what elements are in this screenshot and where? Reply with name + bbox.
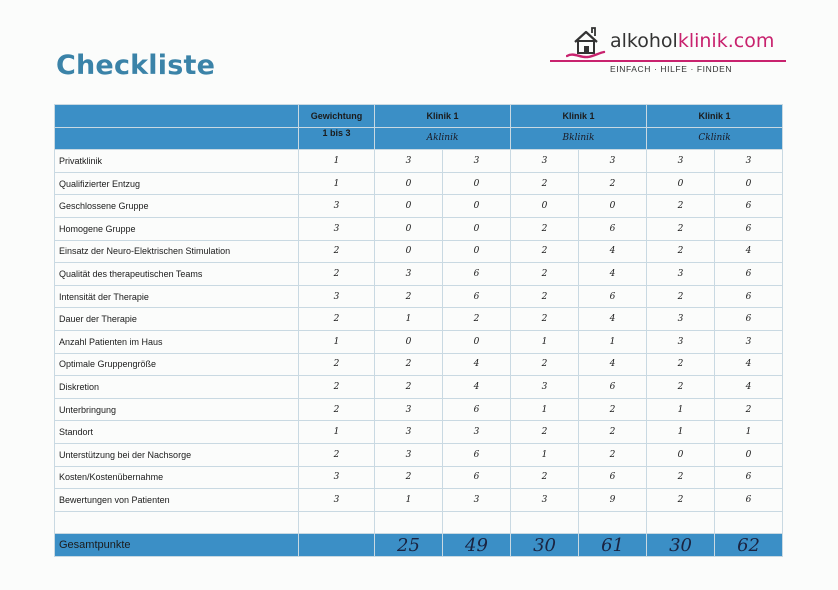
score-cell: 3 xyxy=(511,489,579,512)
total-value: 30 xyxy=(647,534,715,557)
weight-value: 2 xyxy=(299,398,375,421)
score-cell: 6 xyxy=(443,443,511,466)
score-cell: 1 xyxy=(511,330,579,353)
weight-value: 3 xyxy=(299,217,375,240)
score-cell: 2 xyxy=(647,240,715,263)
score-cell: 2 xyxy=(579,443,647,466)
totals-row xyxy=(55,534,783,557)
score-cell: 3 xyxy=(647,308,715,331)
score-cell: 0 xyxy=(443,240,511,263)
score-cell: 2 xyxy=(647,466,715,489)
total-value: 49 xyxy=(443,534,511,557)
score-cell: 2 xyxy=(579,172,647,195)
house-hand-icon xyxy=(566,22,606,64)
score-cell: 6 xyxy=(715,489,783,512)
criterion-label: Unterbringung xyxy=(55,398,299,421)
table-row xyxy=(55,263,783,286)
score-cell: 2 xyxy=(511,217,579,240)
score-cell: 0 xyxy=(443,172,511,195)
score-cell: 2 xyxy=(647,489,715,512)
weight-value: 2 xyxy=(299,353,375,376)
score-cell: 3 xyxy=(647,263,715,286)
criterion-label: Diskretion xyxy=(55,376,299,399)
score-cell: 0 xyxy=(375,330,443,353)
total-value: 62 xyxy=(715,534,783,557)
criterion-label: Homogene Gruppe xyxy=(55,217,299,240)
criterion-label: Dauer der Therapie xyxy=(55,308,299,331)
score-cell: 4 xyxy=(715,353,783,376)
score-cell: 2 xyxy=(647,217,715,240)
score-cell: 3 xyxy=(443,489,511,512)
score-cell: 0 xyxy=(375,172,443,195)
table-row xyxy=(55,195,783,218)
table-row xyxy=(55,376,783,399)
logo-underline xyxy=(550,60,786,62)
table-row xyxy=(55,150,783,173)
criterion-label: Geschlossene Gruppe xyxy=(55,195,299,218)
score-cell: 0 xyxy=(443,217,511,240)
score-cell: 3 xyxy=(647,330,715,353)
score-cell: 3 xyxy=(375,150,443,173)
score-cell: 2 xyxy=(375,376,443,399)
score-cell: 2 xyxy=(647,285,715,308)
score-cell: 6 xyxy=(715,217,783,240)
score-cell: 2 xyxy=(511,172,579,195)
weight-value: 1 xyxy=(299,172,375,195)
weight-value: 1 xyxy=(299,421,375,444)
criterion-label: Qualifizierter Entzug xyxy=(55,172,299,195)
table-row xyxy=(55,421,783,444)
score-cell: 0 xyxy=(375,217,443,240)
criterion-label: Kosten/Kostenübernahme xyxy=(55,466,299,489)
criterion-label: Optimale Gruppengröße xyxy=(55,353,299,376)
header-row xyxy=(55,105,783,128)
weight-value: 2 xyxy=(299,263,375,286)
score-cell: 0 xyxy=(443,330,511,353)
score-cell: 2 xyxy=(443,308,511,331)
criteria-header xyxy=(55,105,299,128)
score-cell: 0 xyxy=(647,443,715,466)
score-cell: 3 xyxy=(375,421,443,444)
criterion-label: Standort xyxy=(55,421,299,444)
page-title: Checkliste xyxy=(56,50,216,81)
criterion-label: Qualität des therapeutischen Teams xyxy=(55,263,299,286)
table-row xyxy=(55,330,783,353)
score-cell: 0 xyxy=(375,240,443,263)
score-cell: 1 xyxy=(375,308,443,331)
table-row xyxy=(55,489,783,512)
score-cell: 1 xyxy=(647,421,715,444)
score-cell: 6 xyxy=(579,466,647,489)
score-cell: 6 xyxy=(579,285,647,308)
weight-range: 1 bis 3 xyxy=(299,127,375,150)
score-cell: 2 xyxy=(511,285,579,308)
score-cell: 6 xyxy=(715,195,783,218)
total-value: 61 xyxy=(579,534,647,557)
score-cell: 6 xyxy=(715,285,783,308)
score-cell: 0 xyxy=(511,195,579,218)
score-cell: 2 xyxy=(511,421,579,444)
score-cell: 2 xyxy=(579,398,647,421)
total-weight-cell xyxy=(299,534,375,557)
table-row xyxy=(55,466,783,489)
clinic-header-c: Klinik 1 xyxy=(647,105,783,128)
empty-row xyxy=(55,511,783,534)
score-cell: 2 xyxy=(647,376,715,399)
brand-logo[interactable] xyxy=(546,20,796,75)
score-cell: 3 xyxy=(579,150,647,173)
score-cell: 0 xyxy=(443,195,511,218)
score-cell: 6 xyxy=(715,466,783,489)
total-value: 25 xyxy=(375,534,443,557)
clinic-header-b: Klinik 1 xyxy=(511,105,647,128)
score-cell: 2 xyxy=(715,398,783,421)
score-cell: 6 xyxy=(715,263,783,286)
score-cell: 1 xyxy=(647,398,715,421)
criterion-label: Anzahl Patienten im Haus xyxy=(55,330,299,353)
score-cell: 1 xyxy=(375,489,443,512)
criteria-subheader xyxy=(55,127,299,150)
weight-value: 2 xyxy=(299,443,375,466)
score-cell: 2 xyxy=(375,466,443,489)
score-cell: 2 xyxy=(511,353,579,376)
table-row xyxy=(55,285,783,308)
weight-value: 3 xyxy=(299,489,375,512)
weight-value: 3 xyxy=(299,195,375,218)
table-row xyxy=(55,443,783,466)
score-cell: 0 xyxy=(647,172,715,195)
score-cell: 4 xyxy=(579,240,647,263)
score-cell: 6 xyxy=(579,217,647,240)
score-cell: 2 xyxy=(511,240,579,263)
table-row xyxy=(55,308,783,331)
score-cell: 1 xyxy=(511,443,579,466)
score-cell: 6 xyxy=(443,398,511,421)
weight-value: 2 xyxy=(299,308,375,331)
subheader-row xyxy=(55,127,783,150)
score-cell: 6 xyxy=(443,285,511,308)
score-cell: 6 xyxy=(443,466,511,489)
table-row xyxy=(55,217,783,240)
score-cell: 3 xyxy=(375,263,443,286)
score-cell: 3 xyxy=(375,443,443,466)
brand-name: alkoholklinik.com xyxy=(610,30,775,52)
score-cell: 4 xyxy=(443,353,511,376)
score-cell: 3 xyxy=(511,150,579,173)
score-cell: 4 xyxy=(579,308,647,331)
score-cell: 1 xyxy=(579,330,647,353)
score-cell: 9 xyxy=(579,489,647,512)
table-row xyxy=(55,240,783,263)
score-cell: 6 xyxy=(715,308,783,331)
clinic-header-a: Klinik 1 xyxy=(375,105,511,128)
score-cell: 3 xyxy=(443,421,511,444)
weight-header: Gewichtung xyxy=(299,105,375,128)
score-cell: 4 xyxy=(579,263,647,286)
score-cell: 0 xyxy=(715,172,783,195)
score-cell: 2 xyxy=(375,285,443,308)
criterion-label: Unterstützung bei der Nachsorge xyxy=(55,443,299,466)
clinic-name-b: Bklinik xyxy=(511,127,647,150)
score-cell: 4 xyxy=(579,353,647,376)
score-cell: 2 xyxy=(647,195,715,218)
score-cell: 2 xyxy=(375,353,443,376)
score-cell: 6 xyxy=(443,263,511,286)
score-cell: 2 xyxy=(579,421,647,444)
weight-value: 2 xyxy=(299,240,375,263)
criterion-label: Einsatz der Neuro-Elektrischen Stimulation xyxy=(55,240,299,263)
score-cell: 3 xyxy=(715,150,783,173)
score-cell: 0 xyxy=(579,195,647,218)
score-cell: 1 xyxy=(511,398,579,421)
score-cell: 0 xyxy=(715,443,783,466)
score-cell: 0 xyxy=(375,195,443,218)
weight-value: 3 xyxy=(299,285,375,308)
clinic-name-c: Cklinik xyxy=(647,127,783,150)
weight-value: 1 xyxy=(299,330,375,353)
table-row xyxy=(55,398,783,421)
criterion-label: Bewertungen von Patienten xyxy=(55,489,299,512)
score-cell: 4 xyxy=(715,376,783,399)
score-cell: 6 xyxy=(579,376,647,399)
criterion-label: Privatklinik xyxy=(55,150,299,173)
score-cell: 4 xyxy=(443,376,511,399)
score-cell: 3 xyxy=(375,398,443,421)
criterion-label: Intensität der Therapie xyxy=(55,285,299,308)
weight-value: 2 xyxy=(299,376,375,399)
score-cell: 3 xyxy=(647,150,715,173)
score-cell: 2 xyxy=(511,308,579,331)
score-cell: 3 xyxy=(715,330,783,353)
table-row xyxy=(55,172,783,195)
clinic-name-a: Aklinik xyxy=(375,127,511,150)
score-cell: 1 xyxy=(715,421,783,444)
score-cell: 2 xyxy=(511,466,579,489)
score-cell: 2 xyxy=(511,263,579,286)
criteria-rows xyxy=(55,150,783,512)
weight-value: 1 xyxy=(299,150,375,173)
total-value: 30 xyxy=(511,534,579,557)
score-cell: 4 xyxy=(715,240,783,263)
checklist-table xyxy=(54,104,783,557)
table-row xyxy=(55,353,783,376)
total-label: Gesamtpunkte xyxy=(55,534,299,557)
score-cell: 3 xyxy=(511,376,579,399)
score-cell: 2 xyxy=(647,353,715,376)
brand-tagline: EINFACH · HILFE · FINDEN xyxy=(610,64,733,74)
weight-value: 3 xyxy=(299,466,375,489)
score-cell: 3 xyxy=(443,150,511,173)
